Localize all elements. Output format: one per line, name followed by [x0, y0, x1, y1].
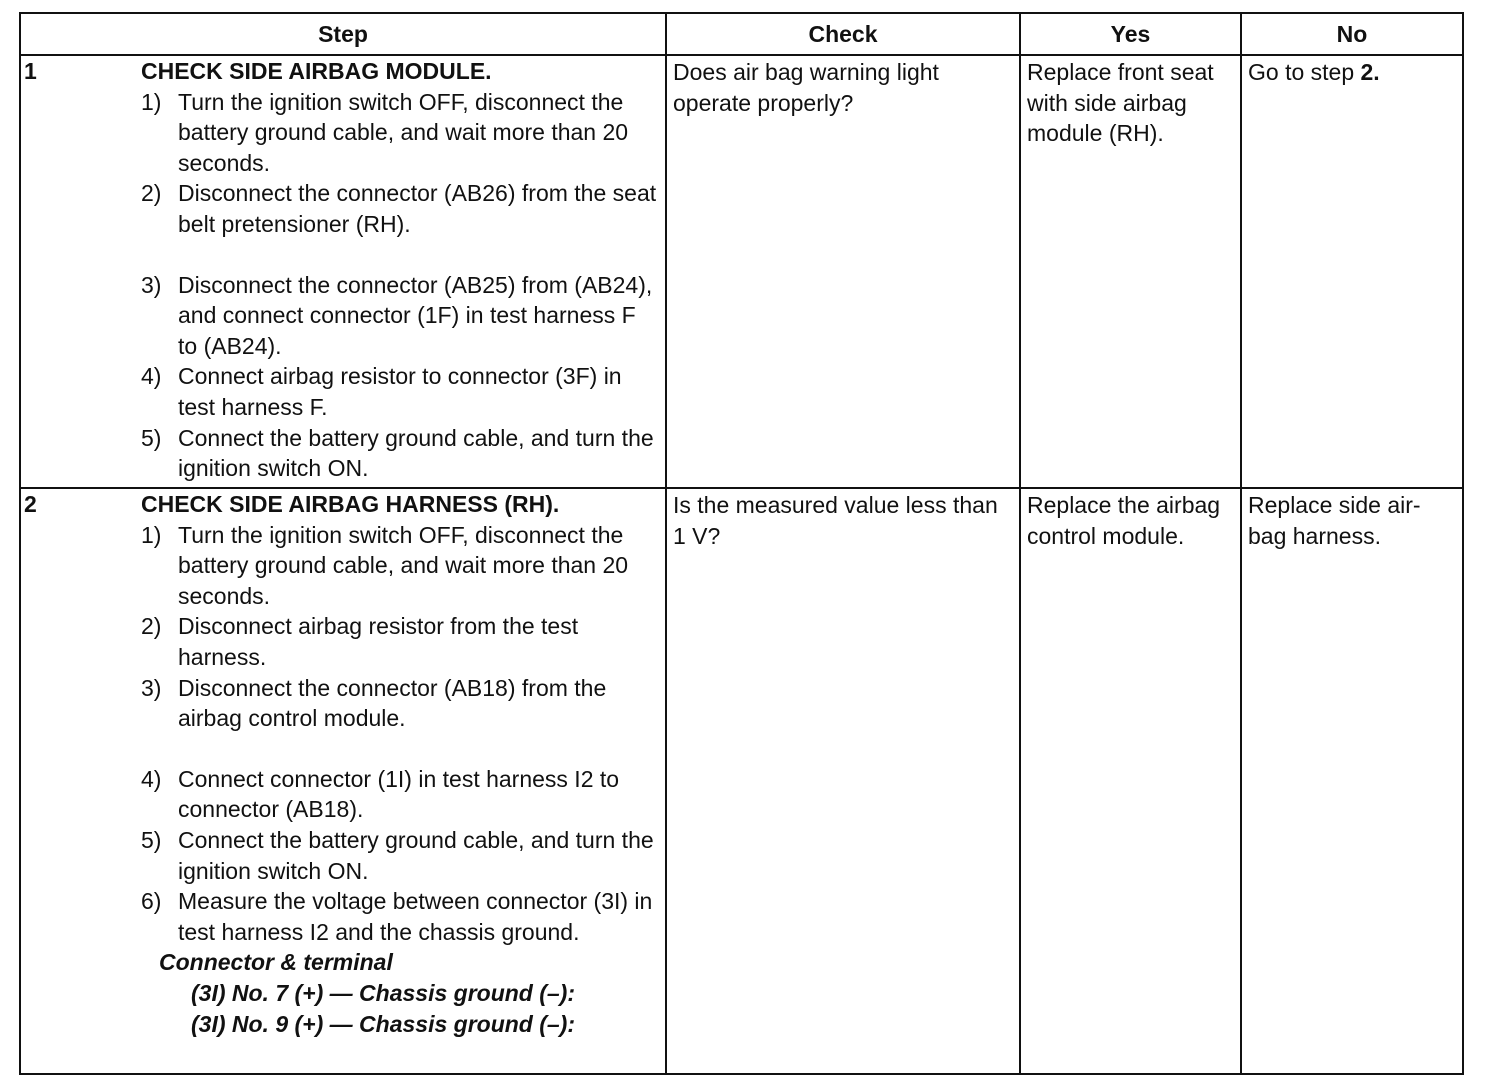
substep: 3) Disconnect the connector (AB25) from (AB24), and connect connector (1F) in test harness F to (AB24). [141, 271, 653, 359]
header-check: Check [666, 13, 1020, 55]
diagnostic-table [19, 12, 1464, 1075]
substep: 4) Connect connector (1I) in test harness I2 to connector (AB18). [141, 765, 620, 823]
substep: 1) Turn the ignition switch OFF, disconnect the battery ground cable, and wait more than 20 seconds. [141, 521, 629, 609]
substep: 5) Connect the battery ground cable, and turn the ignition switch ON. [141, 424, 654, 482]
spec-heading: Connector & terminal [159, 949, 393, 976]
substep: 1) Turn the ignition switch OFF, disconnect the battery ground cable, and wait more than 20 seconds. [141, 88, 629, 176]
step-number: 2 [24, 491, 37, 517]
yes-cell: Replace the airbag control module. [1020, 488, 1241, 1074]
yes-cell: Replace front seat with side airbag module (RH). [1020, 55, 1241, 488]
step-cell [20, 488, 666, 1074]
substep: 6) Measure the voltage between connector (3I) in test harness I2 and the chassis ground. [141, 888, 653, 945]
check-cell: Is the measured value less than 1 V? [666, 488, 1020, 1074]
step-title: CHECK SIDE AIRBAG MODULE. [141, 58, 492, 84]
check-cell: Does air bag warning light operate properly? [666, 55, 1020, 488]
step-cell [20, 55, 666, 488]
header-step: Step [20, 13, 666, 55]
substep: 5) Connect the battery ground cable, and turn the ignition switch ON. [141, 826, 654, 884]
no-cell: Go to step 2. [1241, 55, 1463, 488]
substep: 2) Disconnect the connector (AB26) from the seat belt pretensioner (RH). [141, 180, 657, 237]
header-yes: Yes [1020, 13, 1241, 55]
spec-line: (3I) No. 7 (+) — Chassis ground (–): [191, 979, 576, 1006]
header-row [20, 13, 1463, 55]
header-no: No [1241, 13, 1463, 55]
spec-line: (3I) No. 9 (+) — Chassis ground (–): [191, 1010, 576, 1037]
table-row [20, 488, 1463, 1074]
substep: 4) Connect airbag resistor to connector (3F) in test harness F. [141, 363, 622, 420]
step-number: 1 [24, 58, 37, 84]
substep: 2) Disconnect airbag resistor from the test harness. [141, 613, 579, 670]
step-title: CHECK SIDE AIRBAG HARNESS (RH). [141, 491, 560, 517]
substep: 3) Disconnect the connector (AB18) from the airbag control module. [141, 674, 607, 732]
table-row [20, 55, 1463, 488]
no-cell: Replace side air-bag harness. [1241, 488, 1463, 1074]
